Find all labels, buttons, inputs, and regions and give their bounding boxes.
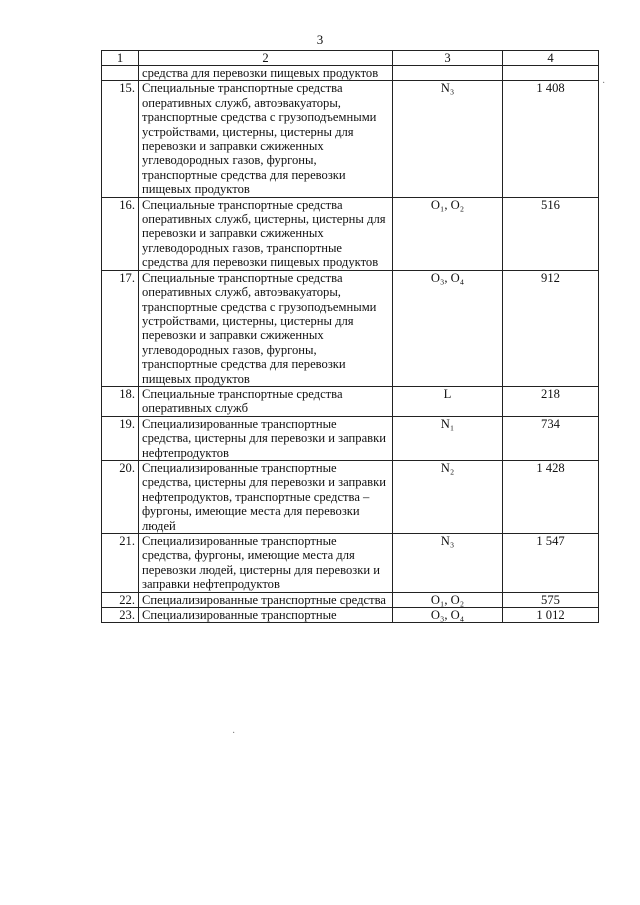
vehicle-description: Специализированные транспортные средства, фургоны, имеющие места для перевозки людей, цистерны для перевозки и заправки нефтепродуктов (139, 534, 393, 593)
row-number: 16. (102, 197, 139, 270)
table-row-continuation (102, 66, 599, 81)
vehicle-description: Специальные транспортные средства оперативных служб, цистерны, цистерны для перевозки и заправки сжиженных углеводородных газов, транспортные средства для перевозки пищевых продуктов (139, 197, 393, 270)
amount-value: 516 (503, 197, 599, 270)
vehicle-category-code: N₂ (393, 460, 503, 533)
table-row (102, 197, 599, 270)
vehicle-description: Специализированные транспортные средства, цистерны для перевозки и заправки нефтепродуктов (139, 416, 393, 460)
vehicle-description: Специальные транспортные средства оперативных служб, автоэвакуаторы, транспортные средства с грузоподъемными устройствами, цистерны, цистерны для перевозки и заправки сжиженных углеводородных газов, фургоны, транспортные средства для перевозки пищевых продуктов (139, 270, 393, 386)
table-row (102, 81, 599, 197)
scan-speck: · (602, 78, 606, 89)
row-number: 21. (102, 534, 139, 593)
row-number: 19. (102, 416, 139, 460)
row-number: 18. (102, 386, 139, 416)
vehicle-category-code: N₃ (393, 534, 503, 593)
amount-value (503, 66, 599, 81)
vehicle-description: Специализированные транспортные (139, 608, 393, 623)
row-number: 22. (102, 592, 139, 607)
amount-value: 218 (503, 386, 599, 416)
column-header-3: 3 (393, 51, 503, 66)
vehicle-category-code: O₃, O₄ (393, 270, 503, 386)
table-row (102, 608, 599, 623)
amount-value: 575 (503, 592, 599, 607)
vehicle-category-code: N₁ (393, 416, 503, 460)
table-row (102, 534, 599, 593)
table-row (102, 460, 599, 533)
vehicle-category-code: O₃, O₄ (393, 608, 503, 623)
table-row (102, 592, 599, 607)
row-number: 17. (102, 270, 139, 386)
vehicle-description: Специальные транспортные средства оперативных служб (139, 386, 393, 416)
vehicle-description: Специальные транспортные средства оперативных служб, автоэвакуаторы, транспортные средства с грузоподъемными устройствами, цистерны, цистерны для перевозки и заправки сжиженных углеводородных газов, фургоны, транспортные средства для перевозки пищевых продуктов (139, 81, 393, 197)
row-number: 15. (102, 81, 139, 197)
vehicle-description: Специализированные транспортные средства (139, 592, 393, 607)
amount-value: 912 (503, 270, 599, 386)
vehicle-description: средства для перевозки пищевых продуктов (139, 66, 393, 81)
vehicle-category-code: O₁, O₂ (393, 197, 503, 270)
header-row (102, 51, 599, 66)
vehicle-description: Специализированные транспортные средства, цистерны для перевозки и заправки нефтепродуктов, транспортные средства – фургоны, имеющие места для перевозки людей (139, 460, 393, 533)
amount-value: 1 428 (503, 460, 599, 533)
vehicle-category-code: N₃ (393, 81, 503, 197)
amount-value: 1 408 (503, 81, 599, 197)
row-number (102, 66, 139, 81)
table-row (102, 416, 599, 460)
amount-value: 1 547 (503, 534, 599, 593)
row-number: 23. (102, 608, 139, 623)
amount-value: 734 (503, 416, 599, 460)
amount-value: 1 012 (503, 608, 599, 623)
row-number: 20. (102, 460, 139, 533)
column-header-1: 1 (102, 51, 139, 66)
page-number: 3 (316, 32, 324, 47)
vehicle-category-code (393, 66, 503, 81)
vehicle-category-code: O₁, O₂ (393, 592, 503, 607)
table-row (102, 270, 599, 386)
column-header-2: 2 (139, 51, 393, 66)
scan-speck: · (232, 728, 236, 739)
column-header-4: 4 (503, 51, 599, 66)
vehicle-category-code: L (393, 386, 503, 416)
table-row (102, 386, 599, 416)
vehicle-category-table (101, 50, 599, 623)
